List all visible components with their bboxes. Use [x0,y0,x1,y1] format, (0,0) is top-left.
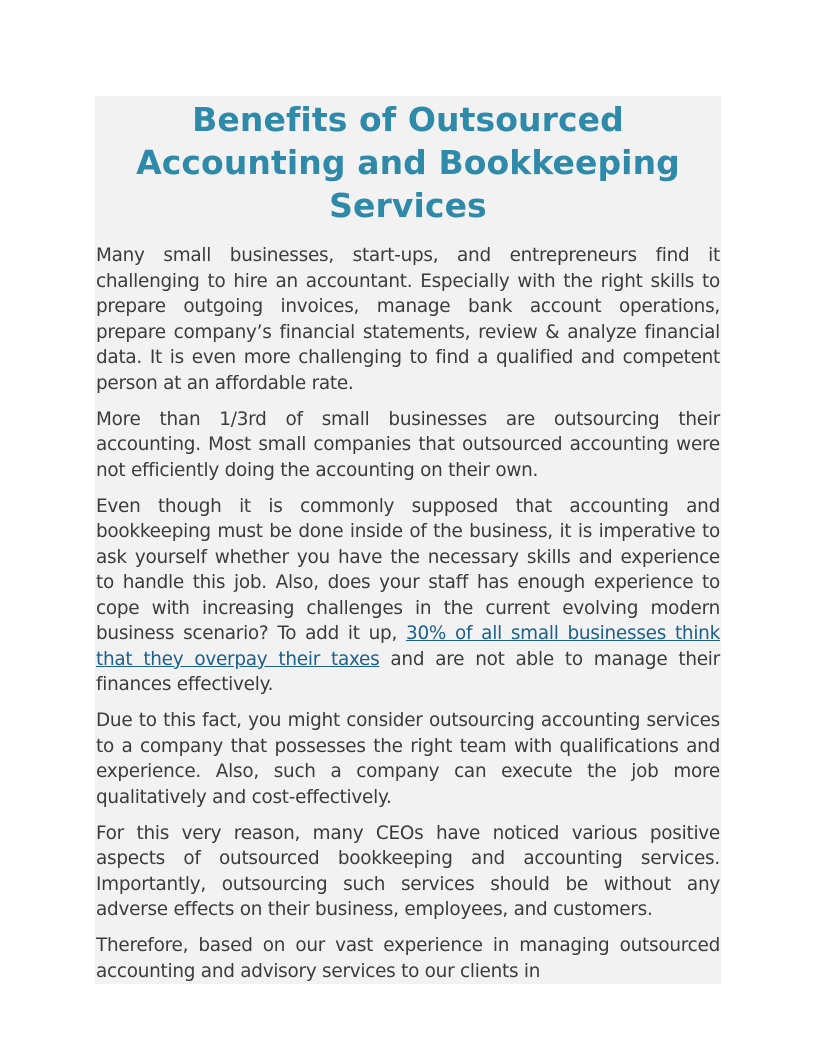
paragraph-text-after-link: and are not able to manage their finances effectively. [96,648,720,695]
overpay-taxes-link[interactable]: 30% of all small businesses think that they overpay their taxes [96,623,720,670]
paragraph-in-house-accounting [95,494,721,698]
paragraph-hiring-challenges: Many small businesses, start-ups, and entrepreneurs find it challenging to hire an accountant. Especially with the right skills to prepare outgoing invoices, manage bank account operations, prepare company’s financial statements, review & analyze financial data. It is even more challenging to find a qualified and competent person at an affordable rate. [96,245,720,394]
paragraph-consider-outsourcing: Due to this fact, you might consider outsourcing accounting services to a company that possesses the right team with qualifications and experience. Also, such a company can execute the job more qualitatively and cost-effectively. [96,710,720,808]
paragraph-outsourcing-stats: More than 1/3rd of small businesses are outsourcing their accounting. Most small companies that outsourced accounting were not efficiently doing the accounting on their own. [96,408,720,481]
paragraph-our-experience: Therefore, based on our vast experience in managing outsourced accounting and advisory services to our clients in [96,935,720,982]
paragraph-ceo-benefits: For this very reason, many CEOs have noticed various positive aspects of outsourced bookkeeping and accounting services. Importantly, outsourcing such services should be without any adverse effects on their business, employees, and customers. [96,822,720,920]
paragraph-text-before-link: Even though it is commonly supposed that accounting and bookkeeping must be done inside of the business, it is imperative to ask yourself whether you have the necessary skills and experience to handle this job. Also, does your staff has enough experience to cope with increasing challenges in the current evolving modern business scenario? To add it up, [96,495,720,644]
document-title: Benefits of Outsourced Accounting and Bookkeeping Services [136,100,680,225]
document-content [95,96,721,984]
